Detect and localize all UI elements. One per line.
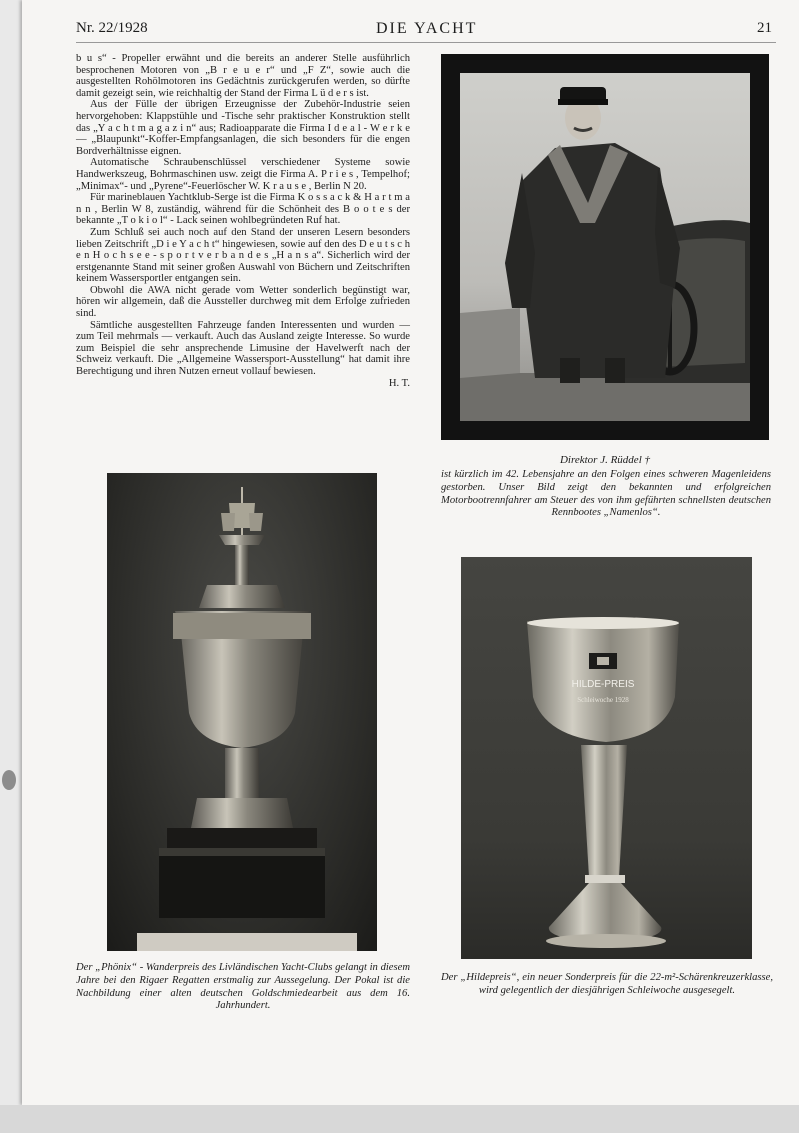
article-paragraph: Aus der Fülle der übrigen Erzeugnisse der Zubehör-Industrie seien hervorgehoben: Klappstühle und -Tische sehr praktischer Konstruktion stellt das „Y a c h t m a g a z i n“ aus; Radioapparate die Firma I d e a l - W e r k e — „Blaupunkt“-Koffer-Empfangsanlagen, die sich besonders für die engen Bordverhältnisse eignen. bbox=[76, 99, 410, 157]
phoenix-trophy-photo bbox=[107, 473, 377, 951]
article-paragraph: Obwohl die AWA nicht gerade vom Wetter sonderlich begünstigt war, hören wir allgemein, daß die Aussteller durchweg mit dem Erfolge zufrieden sind. bbox=[76, 284, 410, 320]
phoenix-trophy-illustration bbox=[107, 473, 377, 951]
page-header bbox=[76, 20, 772, 40]
cup-engraving-line1: HILDE-PREIS bbox=[571, 679, 635, 690]
cup-engraving-line2: Schleiwoche 1928 bbox=[577, 696, 629, 704]
phoenix-caption: Der „Phönix“ - Wanderpreis des Livländischen Yacht-Clubs gelangt in diesem Jahre bei den Rigaer Regatten erstmalig zur Aussegelung. Der Pokal ist die Nachbildung einer alten deutschen Goldschmiedearbeit aus dem 16. Jahrhundert. bbox=[76, 962, 410, 1012]
article-paragraph: Zum Schluß sei auch noch auf den Stand der unseren Lesern besonders lieben Zeitschrift „D i e Y a c h t“ hingewiesen, sowie auf den des D e u t s c h e n H o c h s e e - s p o r t v e r b a n d e s „H a n s a“. Sicherlich wird der erstgenannte Stand mit seiner großen Auswahl von Büchern und Zeitschriften keinem Wassersportler entgangen sein. bbox=[76, 226, 410, 285]
hilde-caption: Der „Hildepreis“, ein neuer Sonderpreis für die 22-m²-Schärenkreuzerklasse, wird gelegentlich der diesjährigen Schleiwoche ausgesegelt. bbox=[441, 972, 773, 996]
binding-hole bbox=[2, 770, 16, 790]
article-paragraph: Automatische Schraubenschlüssel verschiedener Systeme sowie Handwerkszeug, Bohrmaschinen usw. zeigt die Firma A. P r i e s , Tempelhof; „Minimax“- und „Pyrene“-Feuerlöscher W. K r a u s e , Berlin N 20. bbox=[76, 157, 410, 192]
issue-number: Nr. 22/1928 bbox=[76, 20, 148, 36]
hilde-cup-illustration bbox=[461, 557, 752, 959]
director-caption-body: ist kürzlich im 42. Lebensjahre an den Folgen eines schweren Magenleidens gestorben. Unser Bild zeigt den bekannten und erfolgreichen Motorbootrennfahrer am Steuer des von ihm geführten schnellsten deutschen Rennbootes „Namenlos“. bbox=[441, 469, 771, 519]
magazine-title: DIE YACHT bbox=[376, 20, 478, 37]
director-illustration bbox=[460, 73, 750, 421]
article-paragraph: Für marineblauen Yachtklub-Serge ist die Firma K o s s a c k & H a r t m a n n , Berlin W 8, zuständig, während für die Schönheit des B o o t e s der bekannte „T o k i o l“ - Lack seinen wohlbegründeten Ruf hat. bbox=[76, 192, 410, 227]
hilde-cup-photo bbox=[461, 557, 752, 959]
page-number: 21 bbox=[757, 20, 772, 36]
article-column bbox=[76, 53, 410, 389]
article-paragraph: Sämtliche ausgestellten Fahrzeuge fanden Interessenten und wurden — zum Teil mehrmals — verkauft. Auch das Ausland zeigte Interesse. So wurde zum Beispiel die sehr ansprechende Limusine der Havelwerft nach der Schweiz verkauft. Die „Allgemeine Wassersport-Ausstellung“ hat damit ihre Berechtigung und ihren Nutzen erneut vollauf bewiesen. bbox=[76, 319, 410, 378]
article-paragraph: b u s“ - Propeller erwähnt und die bereits an anderer Stelle ausführlich besprochenen Motoren von „B r e u e r“ und „F Z“, sowie auch die ausgestellten Rohölmotoren ins Gedächtnis zurückgerufen werden, so dürfte damit gezeigt sein, wie reichhaltig der Stand der Firma L ü d e r s ist. bbox=[76, 53, 410, 99]
article-signature: H. T. bbox=[388, 377, 410, 389]
director-photo bbox=[441, 54, 769, 440]
scan-bottom-edge bbox=[0, 1105, 799, 1133]
director-caption-title: Direktor J. Rüddel † bbox=[559, 454, 650, 466]
header-rule bbox=[76, 42, 776, 43]
